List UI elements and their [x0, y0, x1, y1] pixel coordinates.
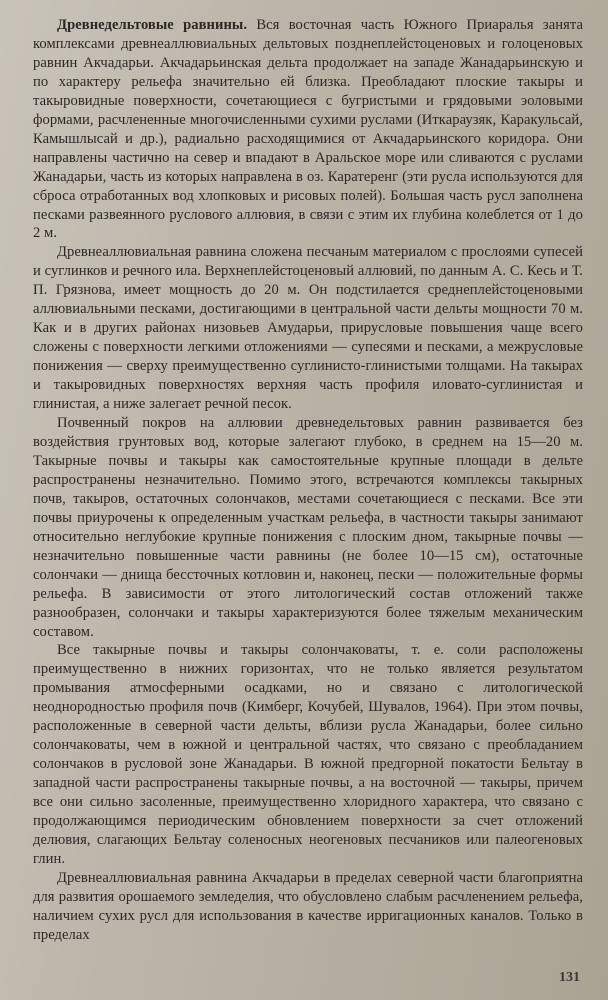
paragraph-akchadarya-plain: Древнеаллювиальная равнина Акчадарьи в пределах северной части благоприятна для развития орошаемого земледелия, что обусловлено слабым расчленением рельефа, наличием сухих русл для использования в качестве ирригационных каналов. Только в пределах	[33, 869, 583, 943]
paragraph-text: Вся восточная часть Южного Приаралья занята комплексами древнеаллювиальных дельтовых позднеплейстоценовых и голоценовых равнин Акчадарьи. Акчадарьинская дельта продолжает на западе Жанадарьинскую и по характеру рельефа значительно ей близка. Преобладают плоские такыры и такыровидные поверхности, сочетающиеся с бугристыми и грядовыми эоловыми формами, расчлененные многочисленными сухими руслами (Иткараузяк, Каракульсай, Камышлысай и др.), радиально расходящимися от Акчадарьинского коридора. Они направлены частично на север и впадают в Аральское море или сливаются с руслами Жанадарьи, часть из которых направлена в оз. Каратеренг (эти русла используются для сброса отработанных вод хлопковых и рисовых полей). Большая часть русл заполнена песками развеянного руслового аллювия, в связи с этим их глубина колеблется от 1 до 2 м.	[33, 17, 583, 242]
paragraph-ancient-delta-plains	[33, 16, 583, 243]
paragraph-soil-cover: Почвенный покров на аллювии древнедельтовых равнин развивается без воздействия грунтовых вод, которые залегают глубоко, в среднем на 15—20 м. Такырные почвы и такыры как самостоятельные крупные площади в дельте распространены незначительно. Помимо этого, встречаются комплексы такырных почв, такыров, остаточных солончаков, местами сочетающиеся с песками. Все эти почвы приурочены к определенным участкам рельефа, в частности такыры занимают относительно неглубокие крупные понижения с плоским дном, такырные почвы — незначительно повышенные части равнины (не более 10—15 см), остаточные солончаки — днища бессточных котловин и, наконец, пески — положительные формы рельефа. В зависимости от этого литологический состав отложений также разнообразен, солончаки и такыры характеризуются более тяжелым механическим составом.	[33, 415, 583, 640]
page-number: 131	[559, 970, 580, 985]
section-heading: Древнедельтовые равнины.	[57, 17, 248, 33]
paragraph-takyr-soils: Все такырные почвы и такыры солончаковаты, т. е. соли расположены преимущественно в нижних горизонтах, что не только является результатом промывания атмосферными осадками, но и связано с литологической неоднородностью профиля почв (Кимберг, Кочубей, Шувалов, 1964). При этом почвы, расположенные в северной части дельты, вблизи русла Жанадарьи, более сильно солончаковаты, чем в южной и центральной частях, что связано с преобладанием солончаков в русловой зоне Жанадарьи. В южной предгорной покатости Бельтау в западной части распространены такырные почвы, а на восточной — такыры, причем все они сильно засоленные, преимущественно хлоридного характера, что связано с продолжающимся периодическим обновлением поверхности за счет отложений делювия, слагающих Бельтау соленосных неогеновых песчаников или палеогеновых глин.	[33, 642, 583, 867]
paragraph-alluvial-plain: Древнеаллювиальная равнина сложена песчаным материалом с прослоями супесей и суглинков и речного ила. Верхнеплейстоценовый аллювий, по данным А. С. Кесь и Т. П. Грязнова, имеет мощность до 20 м. Он подстилается среднеплейстоценовыми аллювиальными песками, достигающими в центральной части дельты мощности 70 м. Как и в других районах низовьев Амударьи, прирусловые повышения чаще всего сложены с поверхности легкими отложениями — супесями и песками, а межрусловые понижения — сверху преимущественно суглинисто-глинистыми толщами. На такырах и такыровидных поверхностях верхняя часть профиля иловато-суглинистая и глинистая, а ниже залегает речной песок.	[33, 244, 583, 413]
body-text	[33, 16, 583, 945]
